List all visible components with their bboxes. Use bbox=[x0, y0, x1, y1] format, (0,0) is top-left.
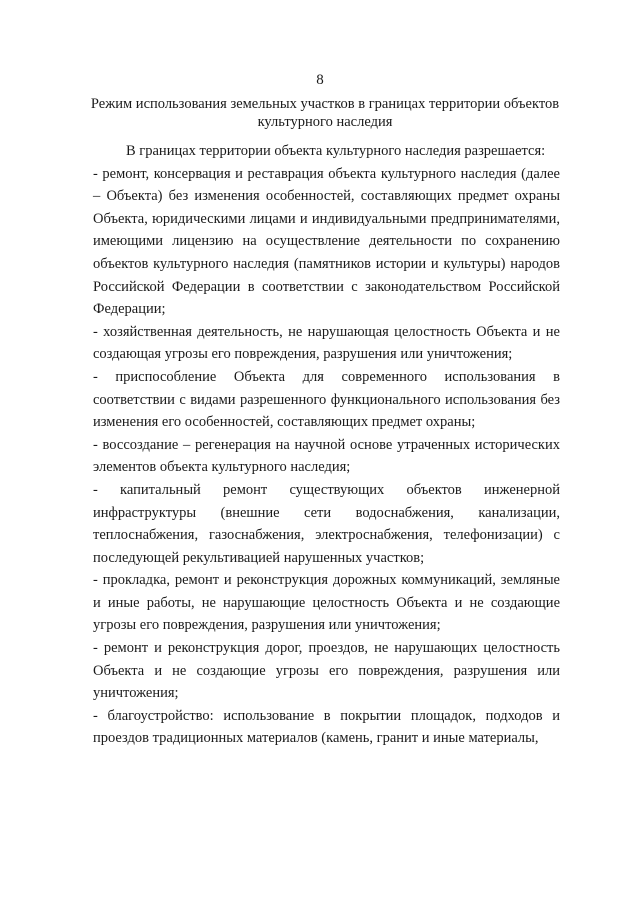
list-item: - приспособление Объекта для современного использования в соответствии с видами разрешенного функционального использования без изменения его особенностей, составляющих предмет охраны; bbox=[93, 368, 560, 431]
section-heading: Режим использования земельных участков в границах территории объектов культурного наследия bbox=[90, 96, 560, 130]
list-item: - ремонт, консервация и реставрация объекта культурного наследия (далее – Объекта) без изменения особенностей, составляющих предмет охраны Объекта, юридическими лицами и индивидуальными предпринимателями, имеющими лицензию на осуществление деятельности по сохранению объектов культурного наследия (памятников истории и культуры) народов Российской Федерации в соответствии с законодательством Российской Федерации; bbox=[93, 165, 560, 318]
intro-paragraph: В границах территории объекта культурного наследия разрешается: bbox=[126, 143, 546, 159]
list-item: - хозяйственная деятельность, не нарушающая целостность Объекта и не создающая угрозы его повреждения, разрушения или уничтожения; bbox=[93, 323, 560, 363]
list-item: - ремонт и реконструкция дорог, проездов, не нарушающих целостность Объекта и не создающие угрозы его повреждения, разрушения или уничтожения; bbox=[93, 640, 560, 702]
list-item: - воссоздание – регенерация на научной основе утраченных исторических элементов объекта культурного наследия; bbox=[93, 436, 560, 476]
list-item: - прокладка, ремонт и реконструкция дорожных коммуникаций, земляные и иные работы, не нарушающие целостность Объекта и не создающие угрозы его повреждения, разрушения или уничтожения; bbox=[93, 572, 560, 634]
list-item: - капитальный ремонт существующих объектов инженерной инфраструктуры (внешние сети водоснабжения, канализации, теплоснабжения, газоснабжения, электроснабжения, телефонизации) с последующей рекультивацией нарушенных участков; bbox=[93, 481, 560, 566]
page-number: 8 bbox=[316, 72, 324, 88]
document-body bbox=[93, 140, 560, 750]
list-item: - благоустройство: использование в покрытии площадок, подходов и проездов традиционных материалов (камень, гранит и иные материалы, bbox=[93, 707, 560, 747]
